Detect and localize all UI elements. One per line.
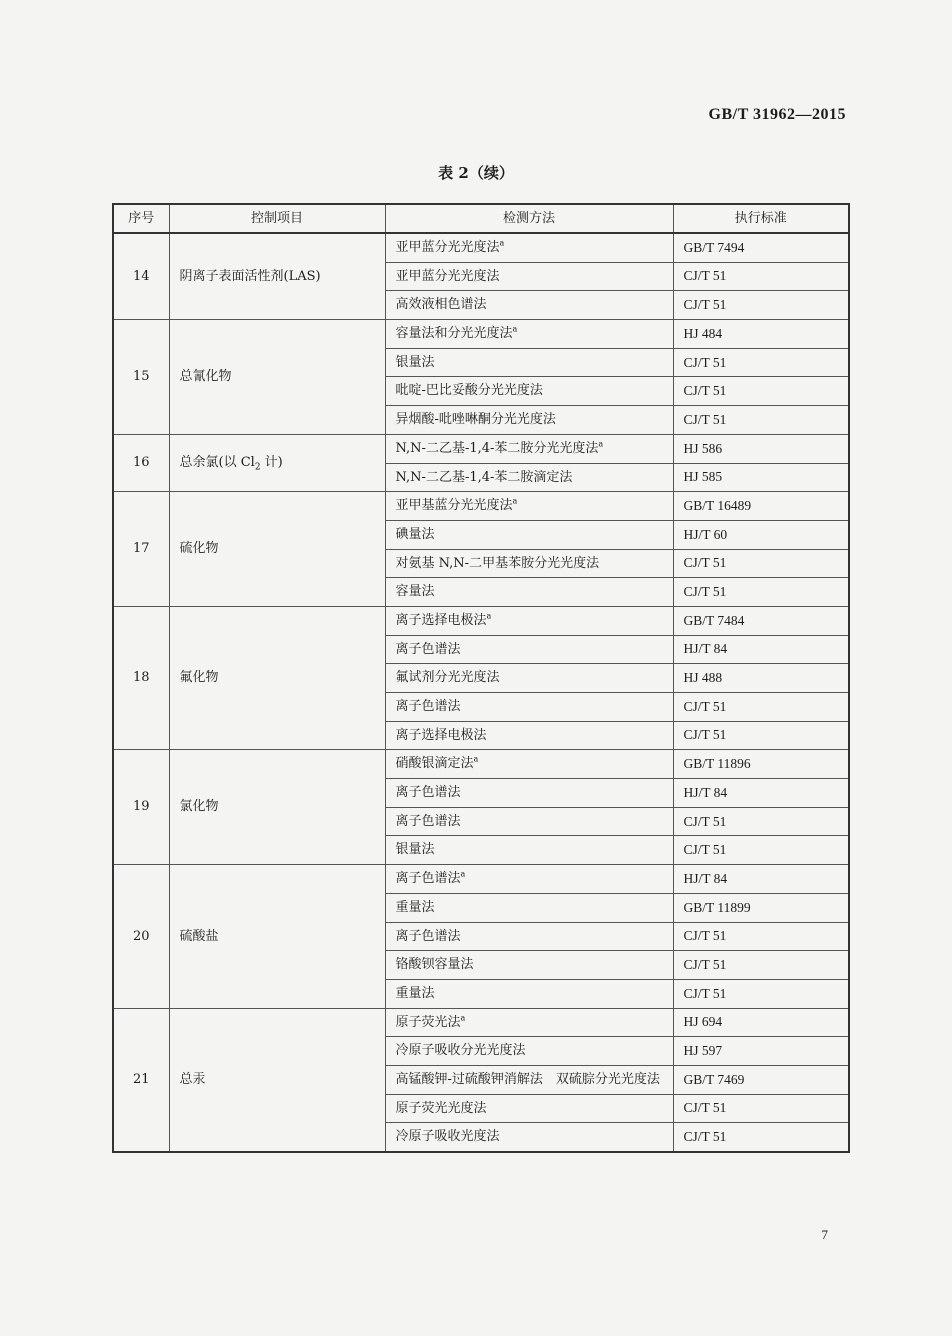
standard-code-cell: HJ 586	[673, 434, 849, 463]
standard-code-cell: HJ/T 84	[673, 635, 849, 664]
table-header-row	[113, 204, 849, 233]
control-item: 硫酸盐	[169, 865, 385, 1008]
standard-code-cell: CJ/T 51	[673, 693, 849, 722]
test-method-text: 原子荧光光度法	[395, 1100, 487, 1116]
footnote-mark: a	[598, 439, 604, 449]
standard-code-cell: CJ/T 51	[673, 348, 849, 377]
test-method-text: 离子色谱法	[395, 785, 461, 801]
control-item-text: 计)	[260, 455, 283, 471]
standard-code: GB/T 31962—2015	[708, 106, 846, 123]
standard-code-cell: CJ/T 51	[673, 836, 849, 865]
standard-code-cell: HJ 694	[673, 1008, 849, 1037]
test-method	[385, 865, 673, 894]
footnote-mark: a	[486, 611, 492, 621]
footnote-mark: a	[499, 238, 505, 248]
test-method	[385, 1037, 673, 1066]
row-number: 19	[113, 750, 169, 865]
test-method	[385, 520, 673, 549]
test-method	[385, 320, 673, 349]
column-header-standard: 执行标准	[673, 204, 849, 233]
test-method	[385, 549, 673, 578]
test-method	[385, 578, 673, 607]
test-method	[385, 233, 673, 262]
column-header-no: 序号	[113, 204, 169, 233]
table-row	[113, 606, 849, 635]
test-method	[385, 434, 673, 463]
standard-code-cell: CJ/T 51	[673, 979, 849, 1008]
test-method-text: N,N-二乙基-1,4-苯二胺滴定法	[395, 469, 573, 485]
test-method-text: 硝酸银滴定法	[395, 756, 474, 772]
test-method	[385, 262, 673, 291]
test-method-text: 异烟酸-吡唑啉酮分光光度法	[395, 412, 556, 428]
standard-code-cell: HJ 488	[673, 664, 849, 693]
row-number: 14	[113, 233, 169, 320]
standard-code-cell: CJ/T 51	[673, 578, 849, 607]
standard-code-cell: CJ/T 51	[673, 807, 849, 836]
test-method	[385, 893, 673, 922]
table-row	[113, 434, 849, 463]
test-method-text: 重量法	[395, 985, 435, 1001]
standard-code-cell: CJ/T 51	[673, 1094, 849, 1123]
control-item: 氯化物	[169, 750, 385, 865]
test-method	[385, 750, 673, 779]
standard-code-cell: HJ 585	[673, 463, 849, 492]
test-method-text: 对氨基 N,N-二甲基苯胺分光光度法	[395, 555, 600, 571]
test-method	[385, 463, 673, 492]
test-method-text: 离子色谱法	[395, 813, 461, 829]
test-method-text: 高锰酸钾-过硫酸钾消解法 双硫腙分光光度法	[395, 1071, 660, 1087]
subscript: 2	[254, 462, 261, 473]
standard-code-cell: CJ/T 51	[673, 922, 849, 951]
test-method	[385, 951, 673, 980]
test-method-text: 容量法	[395, 584, 435, 600]
standard-code-cell: CJ/T 51	[673, 1123, 849, 1152]
test-method	[385, 664, 673, 693]
test-method-text: 离子色谱法	[395, 928, 461, 944]
control-item: 总汞	[169, 1008, 385, 1152]
test-method-text: 亚甲蓝分光光度法	[395, 268, 500, 284]
standard-code-cell: GB/T 7484	[673, 606, 849, 635]
page-number: 7	[821, 1227, 828, 1242]
standard-code-cell: CJ/T 51	[673, 549, 849, 578]
test-method	[385, 779, 673, 808]
control-item-text: 总余氯(以 Cl	[179, 455, 255, 471]
row-number: 20	[113, 865, 169, 1008]
column-header-method: 检测方法	[385, 204, 673, 233]
test-method-text: 铬酸钡容量法	[395, 957, 474, 973]
control-item: 氟化物	[169, 606, 385, 749]
row-number: 18	[113, 606, 169, 749]
test-method-text: 离子色谱法	[395, 871, 461, 887]
row-number: 16	[113, 434, 169, 491]
test-method-text: 离子选择电极法	[395, 727, 487, 743]
standard-code-cell: GB/T 11899	[673, 893, 849, 922]
test-method-text: 原子荧光法	[395, 1014, 461, 1030]
table-row	[113, 320, 849, 349]
footnote-mark: a	[512, 496, 518, 506]
standard-code-cell: CJ/T 51	[673, 377, 849, 406]
test-method-text: 离子色谱法	[395, 699, 461, 715]
test-method	[385, 606, 673, 635]
test-method-text: 碘量法	[395, 526, 435, 542]
table-caption: 表 2（续）	[438, 164, 514, 182]
standard-code-cell: CJ/T 51	[673, 262, 849, 291]
row-number: 17	[113, 492, 169, 607]
test-method	[385, 492, 673, 521]
test-method	[385, 979, 673, 1008]
table-row	[113, 1008, 849, 1037]
standard-code-cell: CJ/T 51	[673, 291, 849, 320]
test-method-text: N,N-二乙基-1,4-苯二胺分光光度法	[395, 440, 599, 456]
test-method	[385, 721, 673, 750]
control-item: 阴离子表面活性剂(LAS)	[169, 233, 385, 320]
test-method-text: 冷原子吸收分光光度法	[395, 1043, 526, 1059]
test-method	[385, 1008, 673, 1037]
table-row	[113, 865, 849, 894]
standard-code-cell: GB/T 7469	[673, 1065, 849, 1094]
test-method	[385, 348, 673, 377]
test-method-text: 容量法和分光光度法	[395, 326, 513, 342]
table-row	[113, 492, 849, 521]
test-method	[385, 922, 673, 951]
test-method	[385, 1094, 673, 1123]
test-method-text: 银量法	[395, 842, 435, 858]
test-method-text: 氟试剂分光光度法	[395, 670, 500, 686]
test-method	[385, 406, 673, 435]
test-method-text: 离子选择电极法	[395, 612, 487, 628]
test-method-text: 离子色谱法	[395, 641, 461, 657]
control-item	[169, 434, 385, 491]
footnote-mark: a	[512, 324, 518, 334]
control-item: 硫化物	[169, 492, 385, 607]
footnote-mark: a	[460, 1013, 466, 1023]
standard-code-cell: HJ/T 84	[673, 865, 849, 894]
row-number: 15	[113, 320, 169, 435]
test-method	[385, 377, 673, 406]
test-method-text: 银量法	[395, 354, 435, 370]
test-method	[385, 836, 673, 865]
test-method-text: 亚甲基蓝分光光度法	[395, 498, 513, 514]
test-method-text: 亚甲蓝分光光度法	[395, 240, 500, 256]
control-item: 总氰化物	[169, 320, 385, 435]
table-row	[113, 750, 849, 779]
row-number: 21	[113, 1008, 169, 1152]
standard-code-cell: CJ/T 51	[673, 721, 849, 750]
test-method-text: 吡啶-巴比妥酸分光光度法	[395, 383, 543, 399]
test-method	[385, 693, 673, 722]
test-method	[385, 1123, 673, 1152]
standard-code-cell: GB/T 16489	[673, 492, 849, 521]
standard-code-cell: HJ 597	[673, 1037, 849, 1066]
footnote-mark: a	[460, 869, 466, 879]
standard-code-cell: HJ/T 84	[673, 779, 849, 808]
table-body	[113, 233, 849, 1152]
test-method-text: 冷原子吸收光度法	[395, 1129, 500, 1145]
standard-code-cell: CJ/T 51	[673, 951, 849, 980]
standard-code-cell: HJ 484	[673, 320, 849, 349]
test-method	[385, 635, 673, 664]
standard-code-cell: GB/T 7494	[673, 233, 849, 262]
test-method	[385, 807, 673, 836]
test-method-text: 重量法	[395, 899, 435, 915]
test-method	[385, 291, 673, 320]
standard-code-cell: GB/T 11896	[673, 750, 849, 779]
column-header-item: 控制项目	[169, 204, 385, 233]
methods-table	[112, 203, 850, 1153]
footnote-mark: a	[473, 755, 479, 765]
test-method-text: 高效液相色谱法	[395, 297, 487, 313]
test-method	[385, 1065, 673, 1094]
table-row	[113, 233, 849, 262]
standard-code-cell: CJ/T 51	[673, 406, 849, 435]
standard-code-cell: HJ/T 60	[673, 520, 849, 549]
